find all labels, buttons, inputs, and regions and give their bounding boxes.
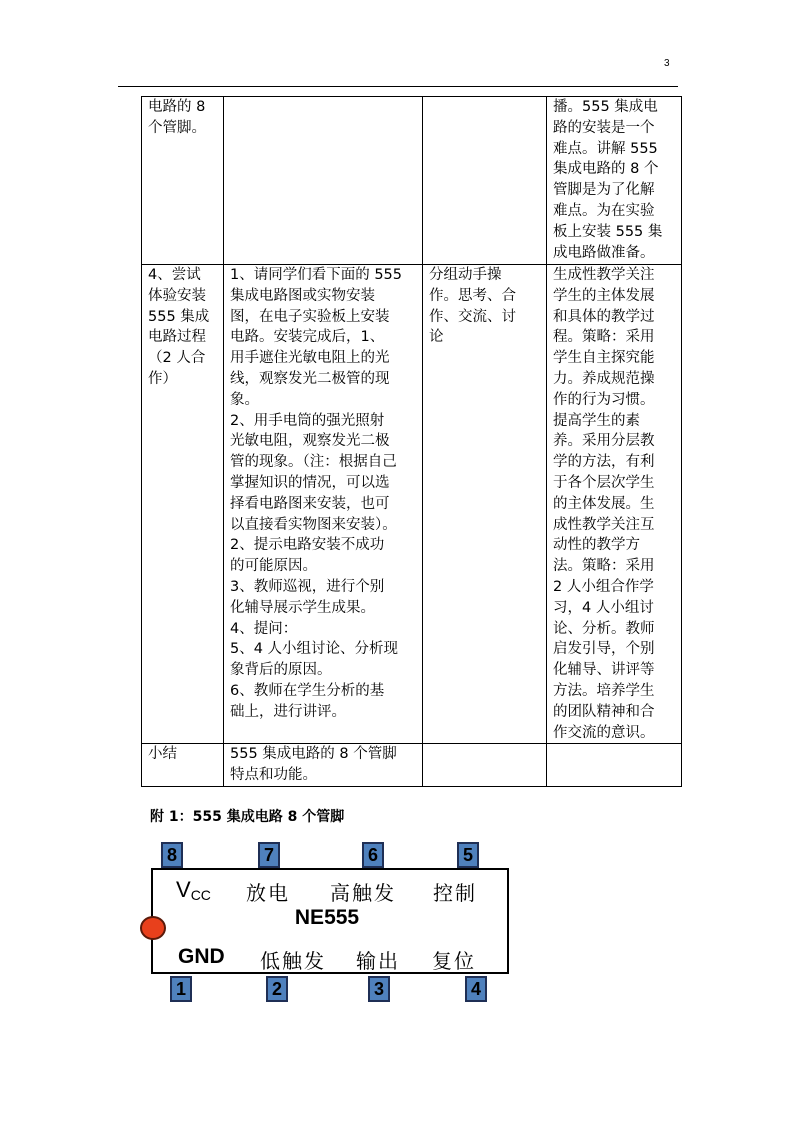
pin-4: 4 [465,976,487,1002]
chip-model: NE555 [294,906,360,929]
table-cell: 1、请同学们看下面的 555 集成电路图或实物安装 图，在电子实验板上安装 电路。安装完成后，1、 用手遮住光敏电阻上的光 线，观察发光二极管的现 象。 2、用手电筒的强光照射 光敏电阻，观察发光二极 管的现象。（注：根据自己 掌握知识的情况，可以选 择看电路图来安装，也可 以直接看实物图来安装）。 2、提示电路安装不成功 的可能原因。 3、教师巡视，进行个别 化辅导展示学生成果。 4、提问： 5、4 人小组讨论、分析现 象背后的原因。 6、教师在学生分析的基 础上，进行讲评。 [224,265,423,744]
threshold-label: 高触发 [330,881,396,905]
reset-label: 复位 [432,949,476,973]
control-label: 控制 [433,881,477,905]
table-cell: 小结 [142,744,224,787]
pin-7: 7 [258,842,280,868]
table-cell [423,744,547,787]
table-cell: 电路的 8 个管脚。 [142,97,224,265]
table-cell [224,97,423,265]
vcc-main: V [176,877,191,902]
table-row [142,265,682,744]
output-label: 输出 [356,949,400,973]
table-cell: 生成性教学关注 学生的主体发展 和具体的教学过 程。策略：采用 学生自主探究能 力。养成规范操 作的行为习惯。 提高学生的素 养。采用分层教 学的方法，有利 于各个层次学生 的主体发展。生 成性教学关注互 动性的教学方 法。策略：采用 2 人小组合作学 习，4 人小组讨 论、分析。教师 启发引导，个别 化辅导、讲评等 方法。培养学生 的团队精神和合 作交流的意识。 [547,265,682,744]
discharge-label: 放电 [246,881,290,905]
table-row [142,744,682,787]
vcc-sub: CC [190,887,211,903]
vcc-label [176,877,211,903]
header-rule [118,86,678,87]
pin-1: 1 [170,976,192,1002]
gnd-label: GND [178,945,225,968]
pin-2: 2 [266,976,288,1002]
table-cell: 4、尝试 体验安装 555 集成 电路过程 （2 人合 作） [142,265,224,744]
lesson-plan-table [141,96,682,787]
table-cell: 播。555 集成电 路的安装是一个 难点。讲解 555 集成电路的 8 个 管脚是为了化解 难点。为在实验 板上安装 555 集 成电路做准备。 [547,97,682,265]
pin-8: 8 [161,842,183,868]
page-number: 3 [664,58,670,69]
ne555-pinout-diagram [148,840,518,1010]
table-cell [423,97,547,265]
table-row [142,97,682,265]
appendix-title: 附 1：555 集成电路 8 个管脚 [150,809,345,825]
pin-3: 3 [368,976,390,1002]
pin-6: 6 [362,842,384,868]
table-cell: 555 集成电路的 8 个管脚 特点和功能。 [224,744,423,787]
table-cell [547,744,682,787]
pin-5: 5 [457,842,479,868]
trigger-label: 低触发 [260,949,326,973]
table-cell: 分组动手操 作。思考、合 作、交流、讨 论 [423,265,547,744]
